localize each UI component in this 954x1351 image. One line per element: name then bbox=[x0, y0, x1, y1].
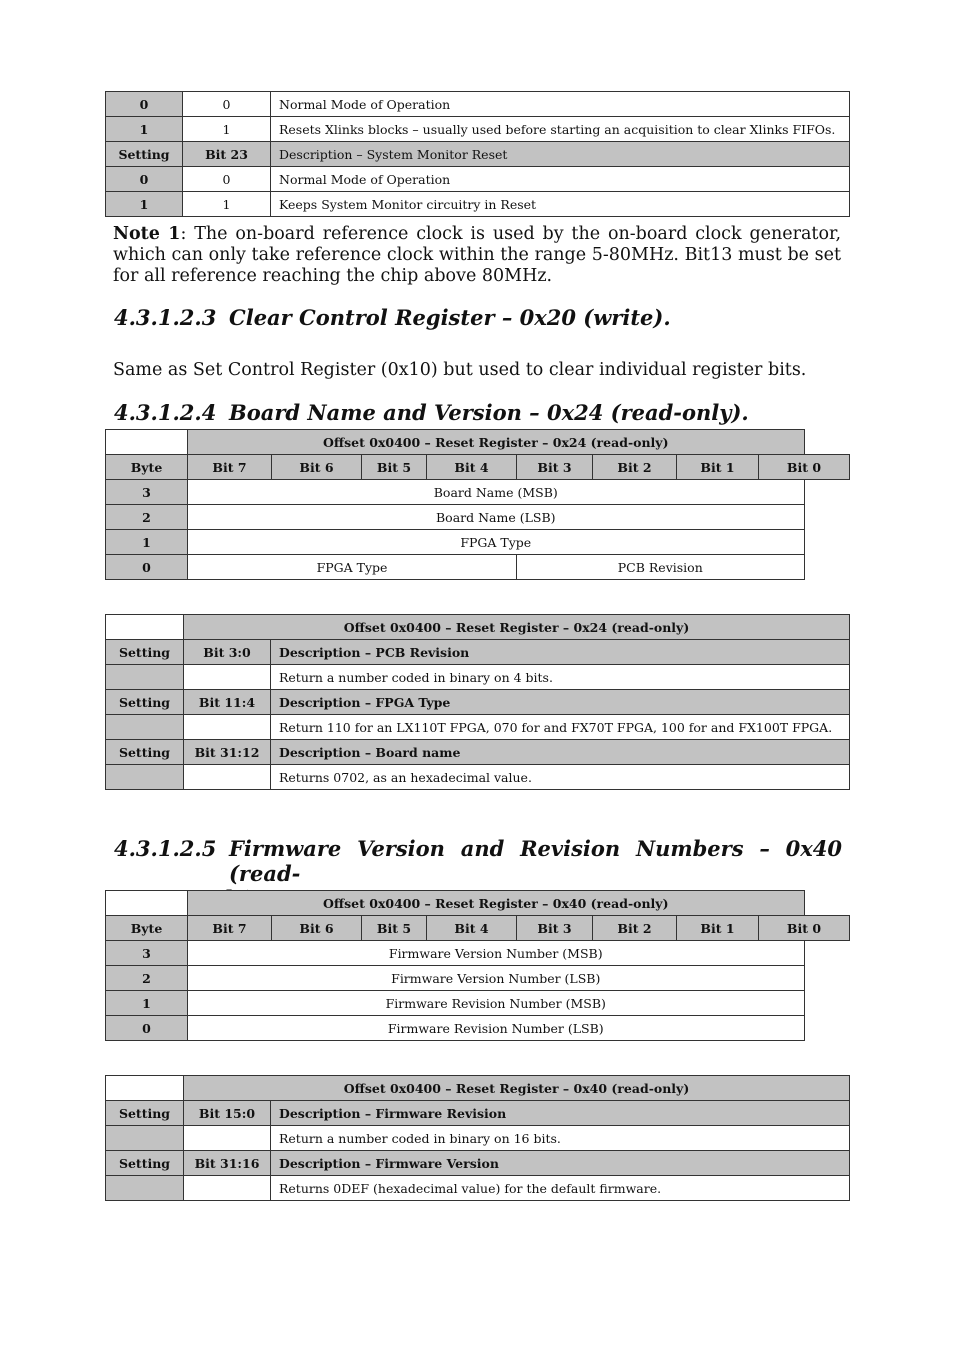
table-caption: Offset 0x0400 – Reset Register – 0x40 (read-only) bbox=[188, 891, 805, 916]
bit-range-cell: Bit 31:12 bbox=[184, 740, 271, 765]
bit-header-cell: Bit 5 bbox=[362, 916, 427, 941]
bit-header-cell: Bit 6 bbox=[272, 455, 362, 480]
value-cell bbox=[106, 715, 184, 740]
setting-header-row bbox=[106, 640, 850, 665]
bit-header-cell: Bit 1 bbox=[677, 916, 759, 941]
description-header-cell: Description – Firmware Version bbox=[271, 1151, 850, 1176]
section-heading-board-name bbox=[114, 400, 842, 425]
setting-label-cell: Setting bbox=[106, 142, 183, 167]
bit-header-cell: Bit 4 bbox=[427, 455, 517, 480]
bit-header-cell: Bit 1 bbox=[677, 455, 759, 480]
description-header-cell: Description – Firmware Revision bbox=[271, 1101, 850, 1126]
byte-cell: 2 bbox=[106, 966, 188, 991]
bit-header-cell: Bit 6 bbox=[272, 916, 362, 941]
byte-cell: 3 bbox=[106, 941, 188, 966]
note-1-label: Note 1 bbox=[113, 224, 181, 244]
section-heading-line-1 bbox=[114, 836, 842, 886]
setting-label-cell: Setting bbox=[106, 740, 184, 765]
bit-range-cell: Bit 15:0 bbox=[184, 1101, 271, 1126]
bit-value-cell bbox=[184, 715, 271, 740]
byte-cell: 0 bbox=[106, 555, 188, 580]
section-title: Firmware Version and Revision Numbers – 0x40 (read- bbox=[229, 836, 842, 886]
byte-header: Byte bbox=[106, 455, 188, 480]
bit-value-cell bbox=[184, 765, 271, 790]
byte-cell: 0 bbox=[106, 1016, 188, 1041]
corner-cell bbox=[106, 430, 188, 455]
bit-value-cell bbox=[184, 1126, 271, 1151]
section-number: 4.3.1.2.5 bbox=[114, 836, 217, 861]
corner-cell bbox=[106, 1076, 184, 1101]
section-number: 4.3.1.2.3 bbox=[114, 305, 217, 330]
value-cell bbox=[106, 1126, 184, 1151]
section-title: Board Name and Version – 0x24 (read-only). bbox=[229, 400, 749, 425]
table-row bbox=[106, 92, 850, 117]
setting-header-row bbox=[106, 1151, 850, 1176]
setting-header-row bbox=[106, 1101, 850, 1126]
field-value-cell: Board Name (MSB) bbox=[188, 480, 805, 505]
bit-value-cell: 0 bbox=[183, 167, 271, 192]
bit-header-cell: Bit 3 bbox=[517, 916, 593, 941]
byte-cell: 1 bbox=[106, 530, 188, 555]
setting-header-row bbox=[106, 142, 850, 167]
bit-header-cell: Bit 2 bbox=[593, 455, 677, 480]
bit-header-cell: Bit 4 bbox=[427, 916, 517, 941]
table-row bbox=[106, 966, 850, 991]
corner-cell bbox=[106, 615, 184, 640]
field-value-cell: Firmware Revision Number (LSB) bbox=[188, 1016, 805, 1041]
bit-header-cell: Bit 0 bbox=[759, 455, 850, 480]
field-value-cell: Board Name (LSB) bbox=[188, 505, 805, 530]
board-name-bit-table bbox=[105, 429, 850, 580]
bit-range-cell: Bit 23 bbox=[183, 142, 271, 167]
setting-header-row bbox=[106, 690, 850, 715]
description-cell: Return 110 for an LX110T FPGA, 070 for and FX70T FPGA, 100 for and FX100T FPGA. bbox=[271, 715, 850, 740]
description-cell: Resets Xlinks blocks – usually used before starting an acquisition to clear Xlinks FIFOs. bbox=[271, 117, 850, 142]
bit-header-cell: Bit 0 bbox=[759, 916, 850, 941]
table-row bbox=[106, 167, 850, 192]
field-value-cell: FPGA Type bbox=[188, 530, 805, 555]
table-row bbox=[106, 1126, 850, 1151]
table-row bbox=[106, 480, 850, 505]
description-cell: Return a number coded in binary on 4 bits. bbox=[271, 665, 850, 690]
value-cell bbox=[106, 765, 184, 790]
bit-header-cell: Bit 7 bbox=[188, 916, 272, 941]
bit-value-cell bbox=[184, 665, 271, 690]
section-title: Clear Control Register – 0x20 (write). bbox=[229, 305, 671, 330]
setting-label-cell: Setting bbox=[106, 1151, 184, 1176]
section-heading-clear-control bbox=[114, 305, 842, 330]
table-row bbox=[106, 505, 850, 530]
table-row bbox=[106, 1016, 850, 1041]
description-header-cell: Description – FPGA Type bbox=[271, 690, 850, 715]
description-cell: Normal Mode of Operation bbox=[271, 92, 850, 117]
firmware-version-bit-table bbox=[105, 890, 850, 1041]
description-cell: Keeps System Monitor circuitry in Reset bbox=[271, 192, 850, 217]
table-caption: Offset 0x0400 – Reset Register – 0x40 (read-only) bbox=[184, 1076, 850, 1101]
pcb-revision-cell: PCB Revision bbox=[517, 555, 805, 580]
board-name-description-table bbox=[105, 614, 850, 790]
table-row bbox=[106, 665, 850, 690]
bit-range-cell: Bit 3:0 bbox=[184, 640, 271, 665]
description-header-cell: Description – Board name bbox=[271, 740, 850, 765]
table-row bbox=[106, 991, 850, 1016]
bit-value-cell: 0 bbox=[183, 92, 271, 117]
setting-header-row bbox=[106, 740, 850, 765]
table-row bbox=[106, 765, 850, 790]
table-caption: Offset 0x0400 – Reset Register – 0x24 (read-only) bbox=[184, 615, 850, 640]
byte-header: Byte bbox=[106, 916, 188, 941]
byte-cell: 2 bbox=[106, 505, 188, 530]
description-cell: Returns 0702, as an hexadecimal value. bbox=[271, 765, 850, 790]
corner-cell bbox=[106, 891, 188, 916]
note-1-paragraph bbox=[113, 224, 841, 287]
reset-register-settings-table bbox=[105, 91, 850, 217]
value-cell: 0 bbox=[106, 92, 183, 117]
value-cell: 1 bbox=[106, 117, 183, 142]
table-row bbox=[106, 117, 850, 142]
description-header-cell: Description – PCB Revision bbox=[271, 640, 850, 665]
setting-label-cell: Setting bbox=[106, 1101, 184, 1126]
byte-cell: 1 bbox=[106, 991, 188, 1016]
value-cell: 1 bbox=[106, 192, 183, 217]
table-row bbox=[106, 555, 850, 580]
setting-label-cell: Setting bbox=[106, 690, 184, 715]
bit-header-cell: Bit 2 bbox=[593, 916, 677, 941]
value-cell bbox=[106, 665, 184, 690]
note-1-text: : The on-board reference clock is used by the on-board clock generator, which can only take reference clock within the range 5-80MHz. Bit13 must be set for all reference reaching the chip above 80MHz. bbox=[113, 224, 842, 286]
description-cell: Returns 0DEF (hexadecimal value) for the default firmware. bbox=[271, 1176, 850, 1201]
table-row bbox=[106, 941, 850, 966]
table-caption: Offset 0x0400 – Reset Register – 0x24 (read-only) bbox=[188, 430, 805, 455]
field-value-cell: Firmware Version Number (MSB) bbox=[188, 941, 805, 966]
value-cell: 0 bbox=[106, 167, 183, 192]
byte-cell: 3 bbox=[106, 480, 188, 505]
field-value-cell: Firmware Version Number (LSB) bbox=[188, 966, 805, 991]
table-row bbox=[106, 192, 850, 217]
bit-value-cell bbox=[184, 1176, 271, 1201]
bit-value-cell: 1 bbox=[183, 117, 271, 142]
field-value-cell: Firmware Revision Number (MSB) bbox=[188, 991, 805, 1016]
bit-value-cell: 1 bbox=[183, 192, 271, 217]
bit-range-cell: Bit 11:4 bbox=[184, 690, 271, 715]
description-cell: Normal Mode of Operation bbox=[271, 167, 850, 192]
table-row bbox=[106, 530, 850, 555]
value-cell bbox=[106, 1176, 184, 1201]
firmware-description-table bbox=[105, 1075, 850, 1201]
description-cell: Return a number coded in binary on 16 bits. bbox=[271, 1126, 850, 1151]
setting-label-cell: Setting bbox=[106, 640, 184, 665]
bit-header-cell: Bit 7 bbox=[188, 455, 272, 480]
bit-header-cell: Bit 5 bbox=[362, 455, 427, 480]
table-row bbox=[106, 715, 850, 740]
bit-range-cell: Bit 31:16 bbox=[184, 1151, 271, 1176]
section-number: 4.3.1.2.4 bbox=[114, 400, 217, 425]
clear-control-body: Same as Set Control Register (0x10) but used to clear individual register bits. bbox=[113, 360, 807, 380]
bit-header-cell: Bit 3 bbox=[517, 455, 593, 480]
description-header-cell: Description – System Monitor Reset bbox=[271, 142, 850, 167]
fpga-type-cell: FPGA Type bbox=[188, 555, 517, 580]
table-row bbox=[106, 1176, 850, 1201]
